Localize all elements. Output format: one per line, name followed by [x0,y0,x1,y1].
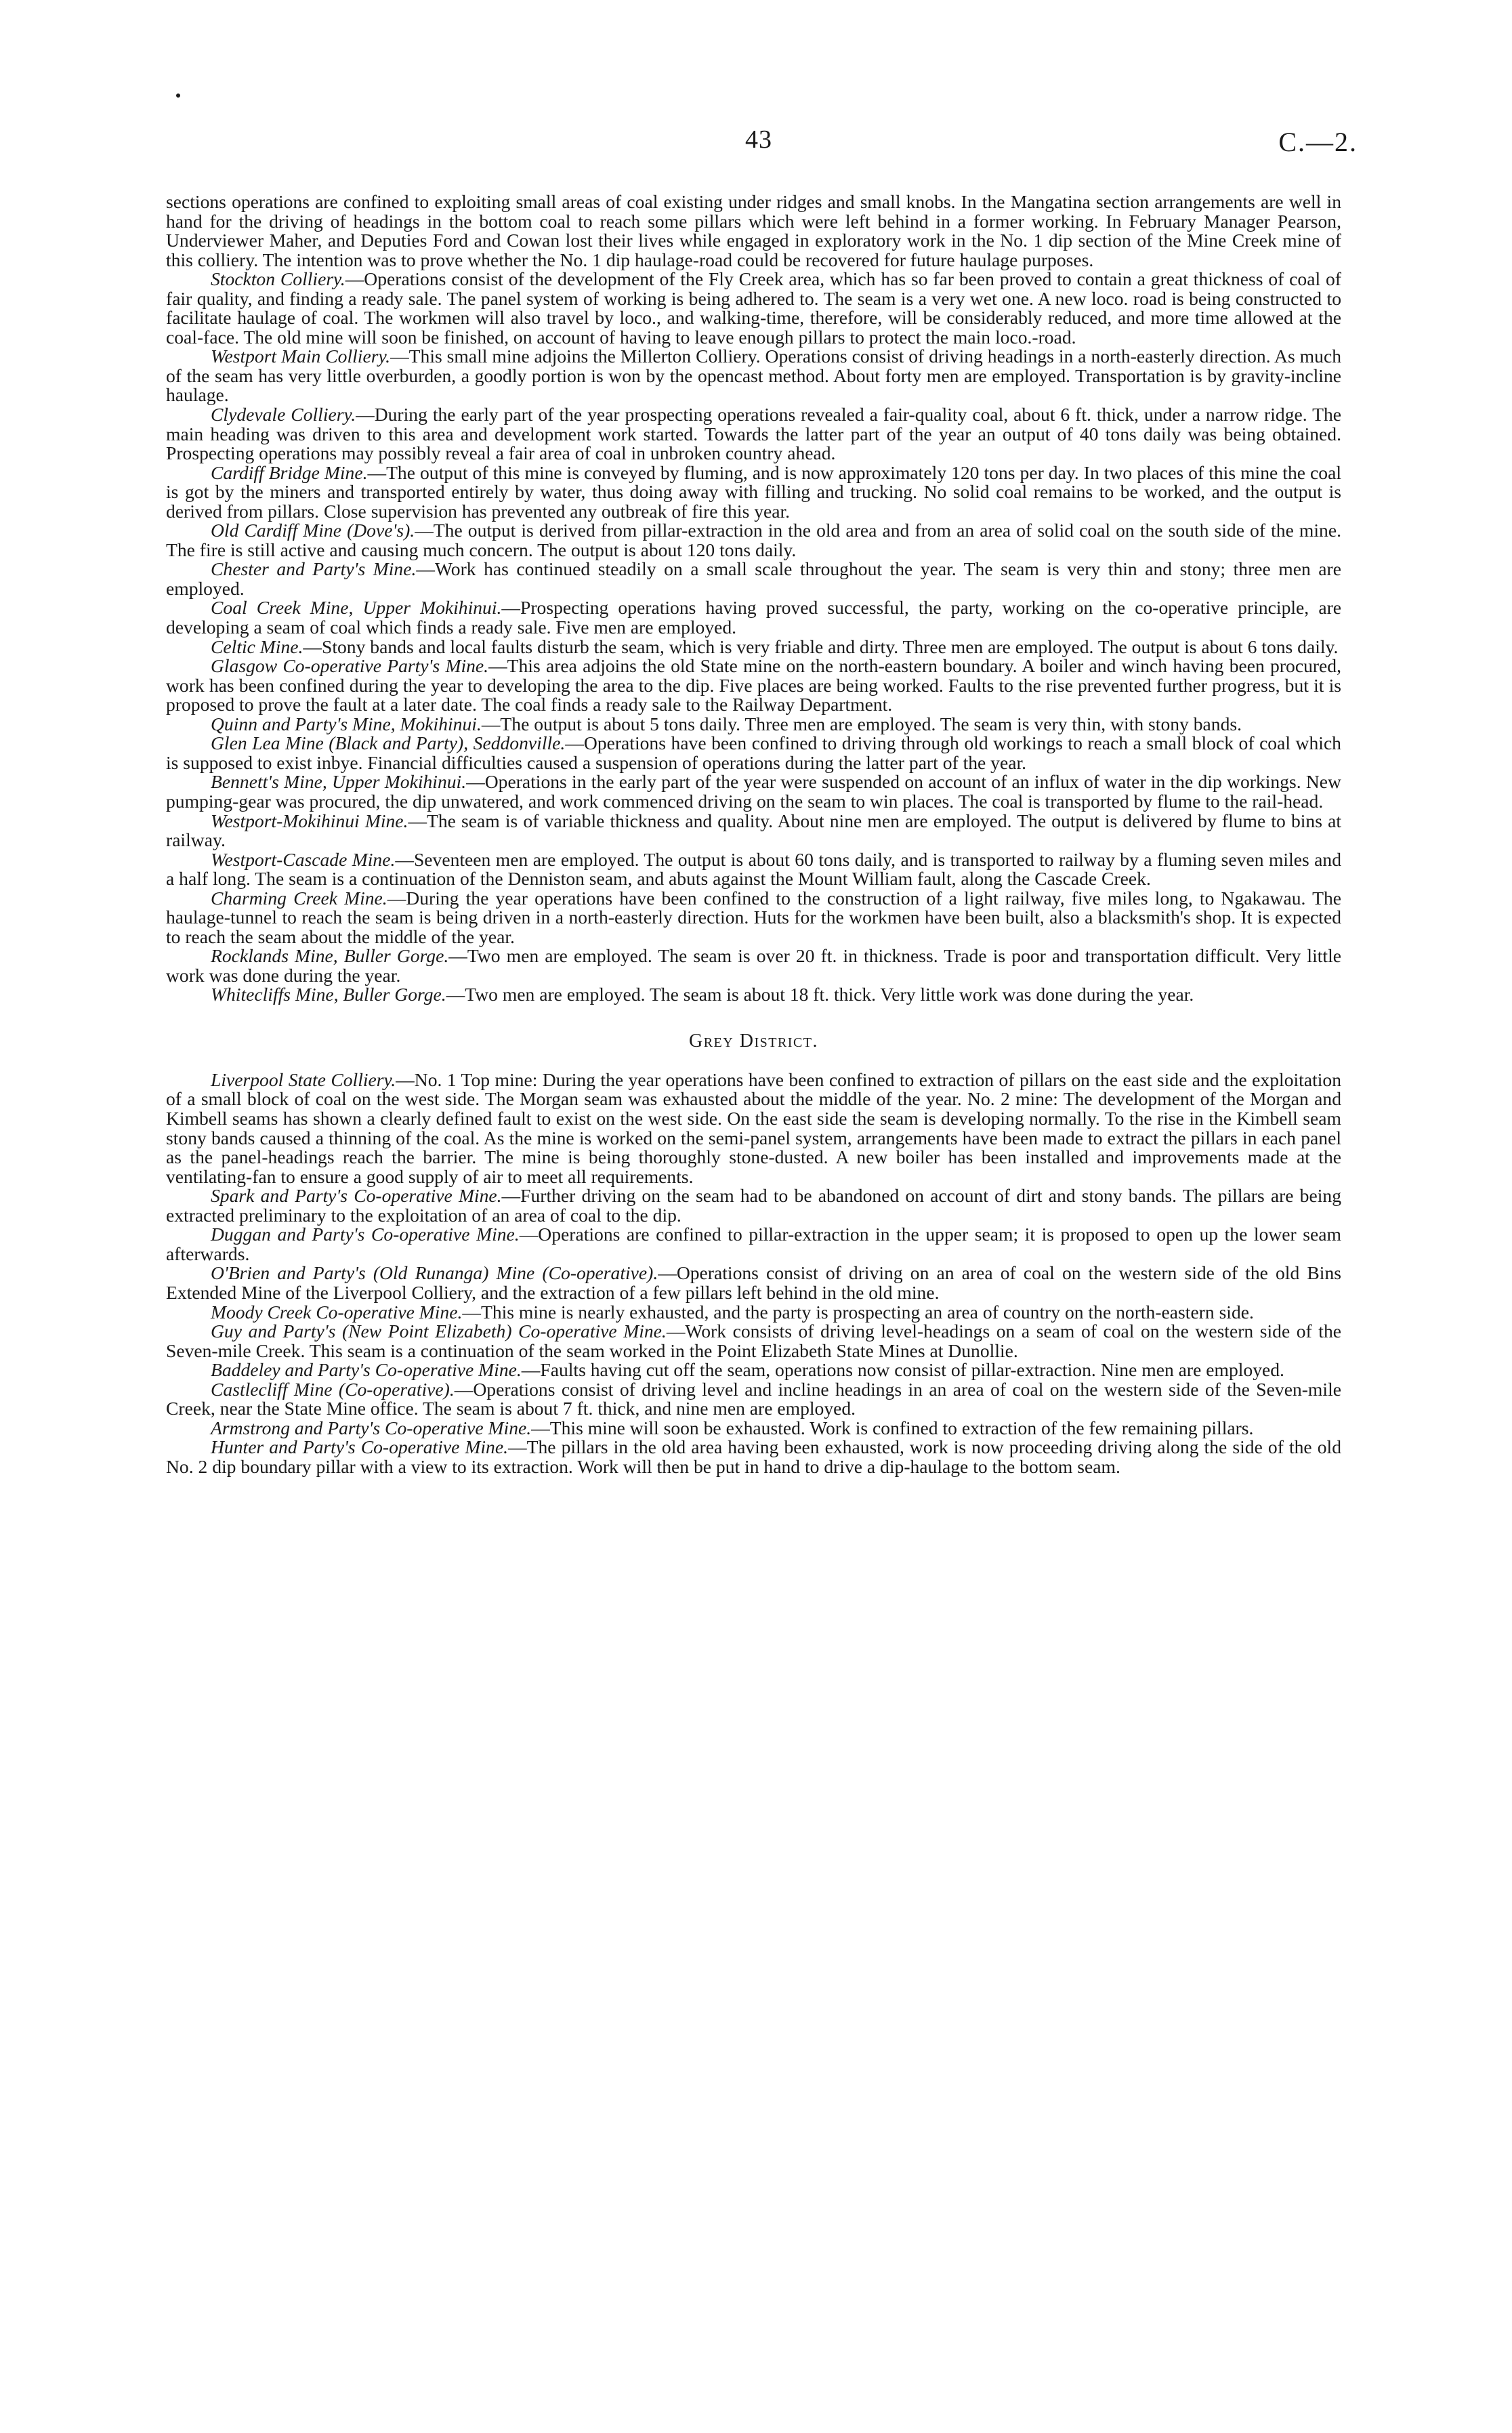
mine-paragraph [166,1264,1341,1302]
mine-text: —Two men are employed. The seam is about 18 ft. thick. Very little work was done during the year. [446,984,1194,1005]
mine-paragraph [166,347,1341,405]
mine-text: —Operations consist of driving level and incline headings in an area of coal on the western side of the Seven-mile Creek, near the State Mine office. The seam is about 7 ft. thick, and nine men are employed. [166,1378,1341,1419]
mine-text: —The output is derived from pillar-extraction in the old area and from an area of solid coal on the south side of the mine. The fire is still active and causing much concern. The output is about 120 tons daily. [166,520,1341,560]
mine-paragraph [166,850,1341,889]
mine-paragraph [166,270,1341,347]
mine-text: —This small mine adjoins the Millerton Colliery. Operations consist of driving headings in a north-easterly direction. As much of the seam has very little overburden, a goodly portion is won by the opencast method. About forty men are employed. Transportation is by gravity-incline haulage. [166,346,1341,406]
mine-text: —This mine will soon be exhausted. Work is confined to extraction of the few remaining pillars. [531,1417,1254,1438]
mine-paragraph [166,405,1341,463]
mine-name: Rocklands Mine, Buller Gorge. [211,945,449,967]
mine-name: Glasgow Co-operative Party's Mine. [211,655,489,677]
mine-paragraph [166,985,1341,1005]
grey-district-mines-list [166,1070,1341,1476]
mine-name: Whitecliffs Mine, Buller Gorge. [211,984,446,1005]
mine-text: —Stony bands and local faults disturb the seam, which is very friable and dirty. Three men are employed. The output is about 6 tons daily. [303,636,1339,657]
mine-text: —The seam is of variable thickness and quality. About nine men are employed. The output is delivered by flume to bins at railway. [166,810,1341,851]
intro-paragraph: sections operations are confined to exploiting small areas of coal existing under ridges and small knobs. In the Mangatina section arrangements are well in hand for the driving of headings in the bottom coal to reach some pillars which were left behind in a former working. In February Manager Pearson, Underviewer Maher, and Deputies Ford and Cowan lost their lives while engaged in exploratory work in the No. 1 dip section of the Mine Creek mine of this colliery. The intention was to prove whether the No. 1 dip haulage-road could be recovered for future haulage purposes. [166,191,1341,270]
mine-text: —Faults having cut off the seam, operations now consist of pillar-extraction. Nine men are employed. [521,1359,1284,1381]
mine-text: —During the early part of the year prospecting operations revealed a fair-quality coal, about 6 ft. thick, under a narrow ridge. The main heading was driven to this area and development work started. Towards the latter part of the year an output of 40 tons daily was being obtained. Prospecting operations may possibly reveal a fair area of coal in unbroken country ahead. [166,404,1341,464]
mine-paragraph [166,560,1341,598]
mine-paragraph [166,812,1341,850]
mine-text: —The output of this mine is conveyed by fluming, and is now approximately 120 tons per day. In two places of this mine the coal is got by the miners and transported entirely by water, thus doing away with filling and trucking. No solid coal remains to be worked, and the output is derived from pillars. Close supervision has prevented any outbreak of fire this year. [166,461,1341,522]
mine-paragraph [166,889,1341,947]
mine-text: —Operations in the early part of the year were suspended on account of an influx of water in the dip workings. New pumping-gear was procured, the dip unwatered, and work commenced driving on the seam to win places. The coal is transported by flume to the rail-head. [166,771,1341,812]
mine-name: Westport-Cascade Mine. [211,848,396,870]
mine-name: Chester and Party's Mine. [211,558,417,580]
mine-text: —The pillars in the old area having been exhausted, work is now proceeding driving along the side of the old No. 2 dip boundary pillar with a view to its extraction. Work will then be put in hand to drive a dip-haulage to the bottom seam. [166,1436,1342,1477]
mine-paragraph [166,463,1341,522]
mine-paragraph [166,734,1341,772]
mine-text: —Prospecting operations having proved successful, the party, working on the co-operative principle, are developing a seam of coal which finds a ready sale. Five men are employed. [166,597,1342,638]
mine-paragraph [166,715,1341,734]
mine-name: O'Brien and Party's (Old Runanga) Mine (Co-operative). [211,1262,658,1284]
document-reference: C.—2. [1278,127,1358,157]
page-speck [176,93,180,98]
mine-text: —Operations have been confined to driving through old workings to reach a small block of coal which is supposed to exist inbye. Financial difficulties caused a suspension of operations during the latter part of the year. [166,732,1341,773]
mine-name: Armstrong and Party's Co-operative Mine. [211,1417,532,1438]
page-body [166,192,1341,1476]
mine-paragraph [166,1303,1341,1323]
mine-text: —Operations consist of the development of the Fly Creek area, which has so far been proved to contain a great thickness of coal of fair quality, and finding a ready sale. The panel system of working is being adhered to. The seam is a very wet one. A new loco. road is being constructed to facilitate haulage of coal. The workmen will also travel by loco., and walking-time, therefore, will be considerably reduced, and more time allowed at the coal-face. The old mine will soon be finished, on account of having to leave enough pillars to protect the main loco.-road. [166,268,1341,348]
mine-text: —No. 1 Top mine: During the year operations have been confined to extraction of pillars on the east side and the exploitation of a small block of coal on the west side. The Morgan seam was exhausted about the middle of the year. No. 2 mine: The development of the Morgan and Kimbell seams has shown a clearly defined fault to exist on the west side. On the east side the seam is developing normally. To the rise in the Kimbell seam stony bands caused a thinning of the coal. As the mine is worked on the semi-panel system, arrangements have been made to extract the pillars in each panel as the panel-headings reach the barrier. The mine is being thoroughly stone-dusted. A new boiler has been installed and improvements made at the ventilating-fan to ensure a good supply of air to meet all requirements. [166,1068,1341,1187]
mine-paragraph [166,1380,1341,1419]
mine-paragraph [166,1070,1341,1186]
mine-name: Castlecliff Mine (Co-operative). [211,1378,455,1400]
mine-name: Bennett's Mine, Upper Mokihinui. [211,771,467,793]
mine-paragraph [166,521,1341,560]
mine-name: Celtic Mine. [211,636,303,657]
mine-text: —This area adjoins the old State mine on the north-eastern boundary. A boiler and winch having been procured, work has been confined during the year to developing the area to the dip. Five places are being worked. Faults to the rise prevented further progress, but it is proposed to prove the fault at a later date. The coal finds a ready sale to the Railway Department. [166,655,1342,715]
mine-paragraph [166,1225,1341,1264]
mine-name: Charming Creek Mine. [211,887,387,909]
mine-name: Clydevale Colliery. [211,404,356,425]
mine-text: —During the year operations have been confined to the construction of a light railway, five miles long, to Ngakawau. The haulage-tunnel to reach the seam is being driven in a north-easterly direction. Huts for the workmen have been built, also a blacksmith's shop. It is expected to reach the seam about the middle of the year. [166,887,1341,947]
mine-text: —This mine is nearly exhausted, and the party is prospecting an area of country on the north-eastern side. [462,1301,1254,1323]
mine-paragraph [166,772,1341,811]
mine-text: —Operations are confined to pillar-extraction in the upper seam; it is proposed to open up the lower seam afterwards. [166,1224,1342,1264]
mine-paragraph [166,1322,1341,1360]
mine-name: Cardiff Bridge Mine. [211,461,368,483]
mine-name: Baddeley and Party's Co-operative Mine. [211,1359,522,1381]
mine-name: Stockton Colliery. [211,268,345,290]
mine-name: Westport-Mokihinui Mine. [211,810,408,831]
mine-name: Guy and Party's (New Point Elizabeth) Co-operative Mine. [211,1321,667,1342]
mine-name: Glen Lea Mine (Black and Party), Seddonville. [211,732,566,754]
page-number: 43 [745,125,772,154]
mine-name: Duggan and Party's Co-operative Mine. [211,1224,520,1245]
mine-text: —Two men are employed. The seam is over 20 ft. in thickness. Trade is poor and transportation difficult. Very little work was done during the year. [166,945,1341,986]
mine-text: —Work has continued steadily on a small scale throughout the year. The seam is very thin and stony; three men are employed. [166,558,1341,599]
section-heading-grey-district: Grey District. [689,1030,818,1052]
mine-paragraph [166,1438,1341,1476]
buller-mines-list [166,270,1341,1005]
mine-name: Quinn and Party's Mine, Mokihinui. [211,713,482,734]
mine-name: Liverpool State Colliery. [211,1068,396,1090]
mine-text: —Work consists of driving level-headings on a seam of coal on the western side of the Seven-mile Creek. This seam is a continuation of the seam worked in the Point Elizabeth State Mines at Dunollie. [166,1321,1342,1361]
mine-name: Westport Main Colliery. [211,346,391,367]
mine-name: Hunter and Party's Co-operative Mine. [211,1436,508,1458]
mine-text: —The output is about 5 tons daily. Three men are employed. The seam is very thin, with stony bands. [481,713,1242,734]
mine-name: Old Cardiff Mine (Dove's). [211,520,415,541]
mine-paragraph [166,1360,1341,1380]
mine-text: —Operations consist of driving on an area of coal on the western side of the old Bins Extended Mine of the Liverpool Colliery, and the extraction of a few pillars left behind in the old mine. [166,1262,1341,1303]
mine-text: —Seventeen men are employed. The output is about 60 tons daily, and is transported to railway by a fluming seven miles and a half long. The seam is a continuation of the Denniston seam, and abuts against the Mount William fault, along the Cascade Creek. [166,848,1341,890]
mine-paragraph [166,947,1341,985]
mine-paragraph [166,1186,1341,1225]
mine-paragraph [166,657,1341,715]
mine-text: —Further driving on the seam had to be abandoned on account of dirt and stony bands. The pillars are being extracted preliminary to the exploitation of an area of coal to the dip. [166,1185,1341,1226]
mine-paragraph [166,1419,1341,1438]
mine-name: Moody Creek Co-operative Mine. [211,1301,463,1323]
mine-paragraph [166,598,1341,637]
mine-name: Spark and Party's Co-operative Mine. [211,1185,502,1207]
mine-name: Coal Creek Mine, Upper Mokihinui. [211,597,502,619]
mine-paragraph [166,638,1341,657]
